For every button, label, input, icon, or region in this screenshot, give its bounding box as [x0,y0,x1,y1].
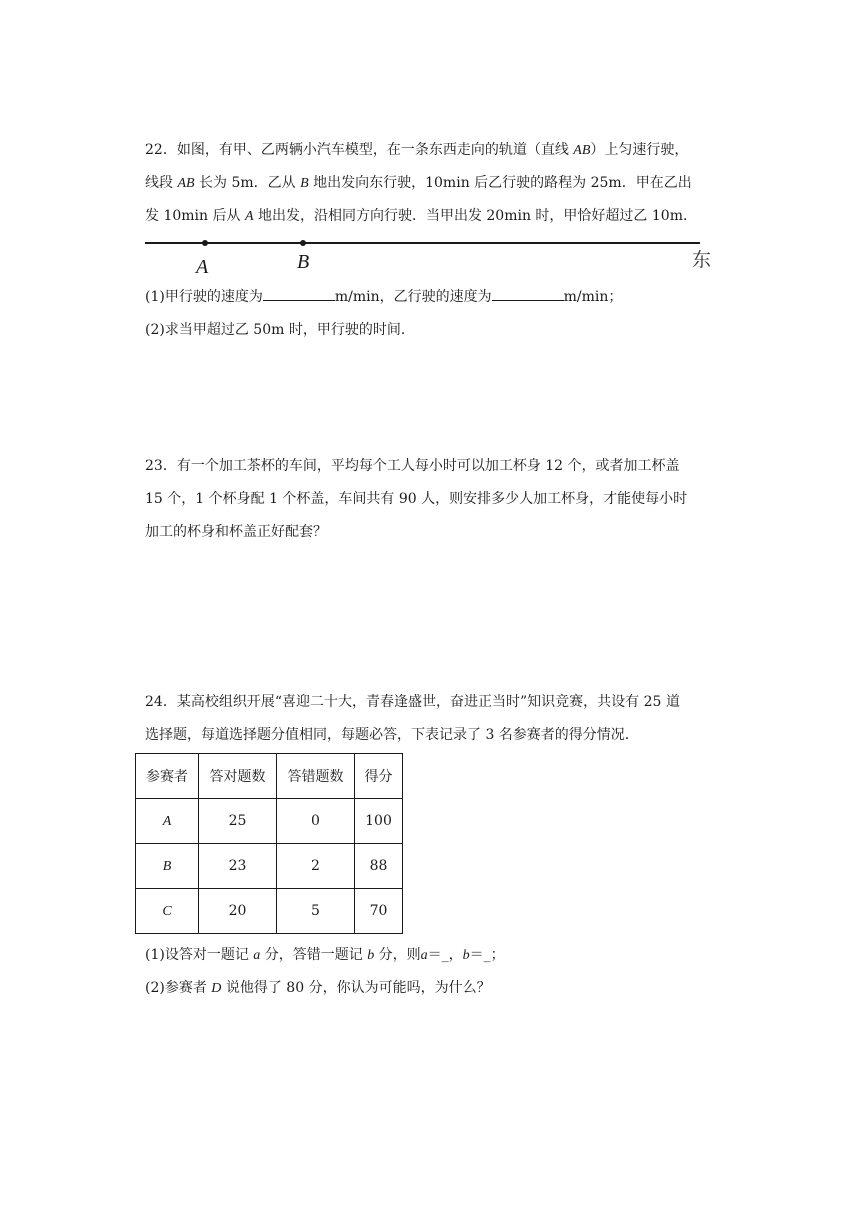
answer-blank[interactable] [263,287,335,301]
q23-line-1 [145,456,680,476]
q22-var: AB [177,176,195,191]
q24-text: 说他得了 80 分，你认为可能吗，为什么？ [221,980,491,996]
q22-line-1 [145,140,688,161]
table-cell: 100 [355,799,403,844]
q22-part-1 [145,287,622,307]
q22-text: m/min，乙行驶的速度为 [334,289,492,305]
q24-text: 选择题，每道选择题分值相同，每题必答，下表记录了 3 名参赛者的得分情况． [145,727,639,743]
q22-text: 地出发，沿相同方向行驶．当甲出发 20min 时，甲恰好超过乙 10m． [253,208,697,224]
table-cell [136,799,199,844]
q22-number-line-figure [0,225,860,275]
table-header-row [136,754,403,799]
table-cell: 70 [355,889,403,934]
table-row [136,889,403,934]
q22-var: A [244,209,254,224]
table-header-cell: 答对题数 [199,754,277,799]
q22-text: 发 10min 后从 [145,208,245,224]
q22-text: 长为 5m．乙从 [194,175,301,191]
point-b-label: B [297,251,310,273]
table-cell: 0 [277,799,355,844]
table-cell: 20 [199,889,277,934]
table-cell: 5 [277,889,355,934]
q24-text: 分，则 [374,947,421,963]
q24-var: a [420,948,428,963]
q24-text: (2)参赛者 [145,980,212,996]
table-cell: 88 [355,844,403,889]
q22-text: (2)求当甲超过乙 50m 时，甲行驶的时间． [145,322,415,338]
table-row [136,844,403,889]
q23-text: 23．有一个加工茶杯的车间，平均每个工人每小时可以加工杯身 12 个，或者加工杯盖 [145,458,680,474]
table-cell [136,889,199,934]
q22-text: ）上匀速行驶， [590,142,689,158]
score-table [135,753,403,934]
answer-blank[interactable] [492,287,564,301]
q22-var: AB [573,143,591,158]
q22-text: m/min； [563,289,623,305]
table-header-cell: 得分 [355,754,403,799]
q22-text: 22．如图，有甲、乙两辆小汽车模型，在一条东西走向的轨道（直线 [145,142,574,158]
table-row [136,799,403,844]
q23-text: 加工的杯身和杯盖正好配套？ [145,524,327,540]
participant-name: B [162,858,172,874]
participant-name: C [162,903,172,919]
q24-var: b [367,948,375,963]
q23-line-3 [145,522,327,542]
q22-text: 线段 [145,175,178,191]
q24-var: D [211,981,222,996]
point-a-dot [202,240,208,246]
q24-line-1 [145,692,680,712]
point-b-dot [300,240,306,246]
q24-text: (1)设答对一题记 [145,947,254,963]
table-header-cell: 答错题数 [277,754,355,799]
point-a-label: A [196,256,209,275]
q24-text: ＝_， [427,947,463,963]
east-label: 东 [692,249,712,271]
table-cell: 2 [277,844,355,889]
q22-var: B [300,176,309,191]
table-cell [136,844,199,889]
q22-text: 地出发向东行驶，10min 后乙行驶的路程为 25m．甲在乙出 [308,175,692,191]
q24-var: b [462,948,470,963]
table-cell: 25 [199,799,277,844]
q22-line-3 [145,206,697,227]
q22-line-2 [145,173,692,194]
q23-line-2 [145,489,687,509]
table-cell: 23 [199,844,277,889]
q22-part-2 [145,320,415,340]
table-header-cell: 参赛者 [136,754,199,799]
q24-var: a [253,948,261,963]
participant-name: A [162,813,172,829]
q24-line-2 [145,725,639,745]
q22-text: (1)甲行驶的速度为 [145,289,263,305]
q24-text: 分，答错一题记 [260,947,368,963]
q24-text: 24．某高校组织开展“喜迎二十大，青春逢盛世，奋进正当时”知识竞赛，共设有 25 道 [145,694,680,710]
q24-text: ＝_； [469,947,505,963]
q24-part-2 [145,978,491,999]
q23-text: 15 个，1 个杯身配 1 个杯盖，车间共有 90 人，则安排多少人加工杯身，才能使每小时 [145,491,688,507]
q24-part-1 [145,945,505,966]
